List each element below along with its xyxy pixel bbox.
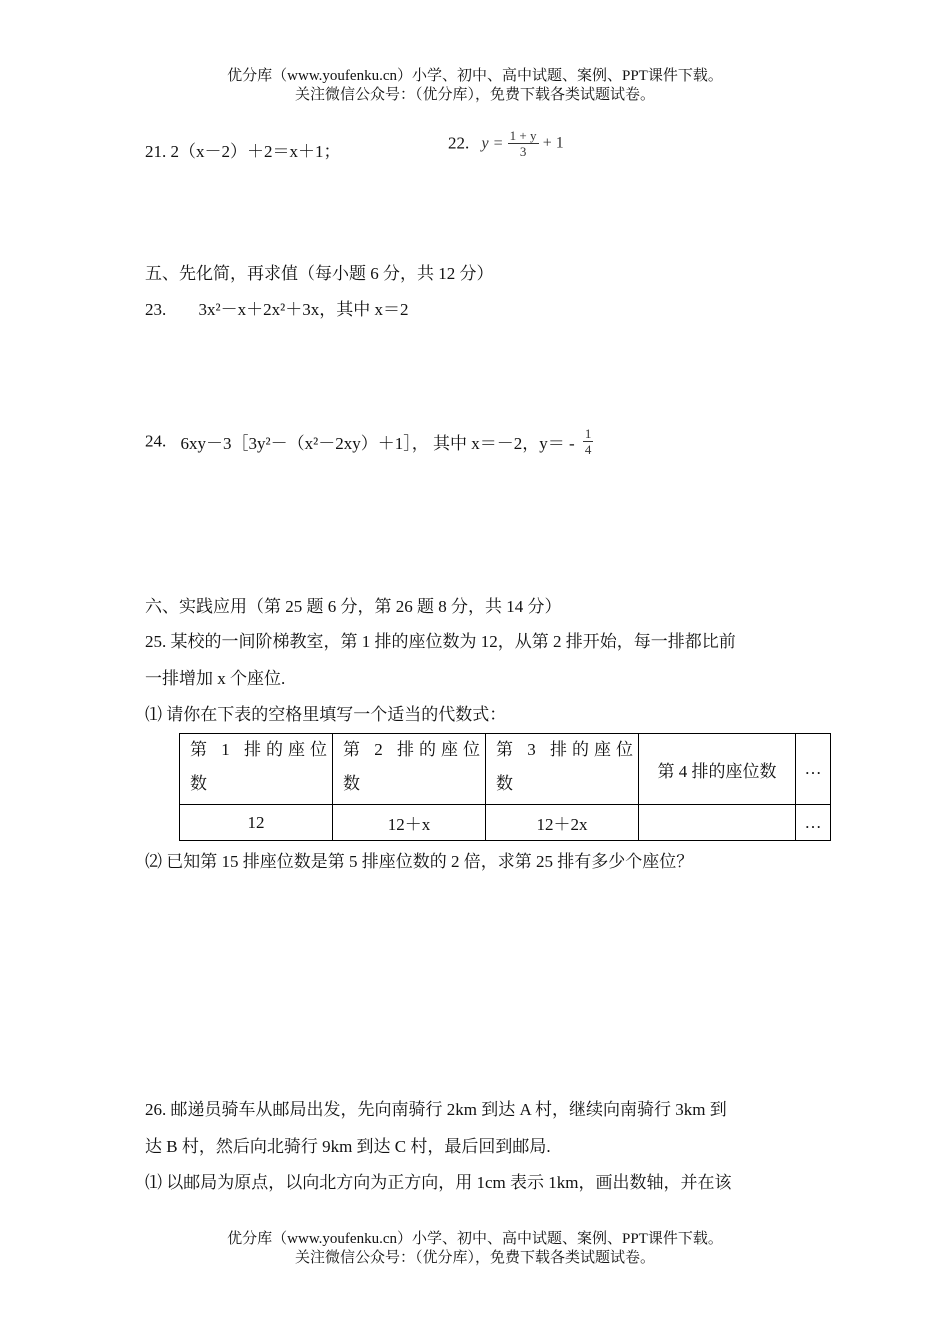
table-cell-row-2: 12＋x [333, 805, 486, 841]
question-21 [145, 137, 341, 162]
header-cell-line: 第 2 排的座位 [343, 740, 485, 759]
question-22-numerator: 1 + y [509, 128, 537, 143]
section-5-title: 五、先化简，再求值（每小题 6 分，共 12 分） [145, 264, 494, 283]
question-23-number: 23. [145, 300, 167, 319]
question-22 [448, 128, 564, 159]
question-25-line-2: 一排增加 x 个座位. [145, 669, 286, 688]
table-row [180, 805, 831, 841]
question-22-number: 22. [448, 133, 470, 153]
question-22-lhs: y = [481, 134, 504, 152]
table-header-row-4: 第 4 排的座位数 [639, 734, 796, 805]
header-line-1: 优分库（www.youfenku.cn）小学、初中、高中试题、案例、PPT课件下载。 [227, 68, 723, 84]
question-26-part-1: ⑴ 以邮局为原点，以向北方向为正方向，用 1cm 表示 1km，画出数轴，并在该 [145, 1173, 732, 1192]
header-cell-line: 数 [343, 774, 365, 793]
question-26-line-2: 达 B 村，然后向北骑行 9km 到达 C 村，最后回到邮局. [145, 1137, 551, 1156]
question-25-part-2: ⑵ 已知第 15 排座位数是第 5 排座位数的 2 倍，求第 25 排有多少个座位？ [145, 852, 694, 871]
question-21-equation: 2（x－2）＋2＝x＋1； [170, 142, 341, 161]
question-26-line-1: 26. 邮递员骑车从邮局出发，先向南骑行 2km 到达 A 村，继续向南骑行 3km 到 [145, 1100, 727, 1119]
table-cell-row-4-blank[interactable] [639, 805, 796, 841]
question-23-expression: 3x²－x＋2x²＋3x，其中 x＝2 [198, 300, 409, 319]
question-25-line-1: 25. 某校的一间阶梯教室，第 1 排的座位数为 12，从第 2 排开始，每一排都比前 [145, 632, 736, 651]
question-24-number: 24. [145, 431, 167, 451]
question-24-denominator: 4 [584, 442, 592, 457]
footer-line-2: 关注微信公众号：（优分库），免费下载各类试题试卷。 [294, 1250, 655, 1266]
table-cell-row-3: 12＋2x [486, 805, 639, 841]
question-24 [145, 426, 593, 457]
table-header-row-2 [333, 734, 486, 805]
table-cell-ellipsis: … [796, 805, 831, 841]
question-21-number: 21. [145, 142, 167, 161]
question-25-part-1: ⑴ 请你在下表的空格里填写一个适当的代数式： [145, 705, 507, 724]
table-cell-row-1: 12 [180, 805, 333, 841]
table-header-row-1 [180, 734, 333, 805]
seat-table [179, 733, 831, 841]
question-24-expression: 6xy－3［3y²－（x²－2xy）＋1］， 其中 x＝－2，y＝ - [180, 434, 575, 453]
header-cell-line: 数 [190, 774, 212, 793]
table-header-row-3 [486, 734, 639, 805]
header-cell-line: 第 3 排的座位 [496, 740, 638, 759]
question-22-fraction [508, 128, 539, 159]
header-line-2: 关注微信公众号：（优分库），免费下载各类试题试卷。 [294, 87, 655, 103]
question-22-rhs: + 1 [542, 134, 564, 152]
question-24-fraction [583, 426, 594, 457]
header-cell-line: 数 [496, 774, 518, 793]
table-header-ellipsis: … [796, 734, 831, 805]
question-23 [145, 295, 408, 320]
question-24-numerator: 1 [584, 426, 592, 441]
section-6-title: 六、实践应用（第 25 题 6 分，第 26 题 8 分，共 14 分） [145, 597, 562, 616]
table-header-row [180, 734, 831, 805]
question-22-denominator: 3 [519, 144, 527, 159]
header-cell-line: 第 1 排的座位 [190, 740, 332, 759]
footer-line-1: 优分库（www.youfenku.cn）小学、初中、高中试题、案例、PPT课件下载。 [227, 1231, 723, 1247]
